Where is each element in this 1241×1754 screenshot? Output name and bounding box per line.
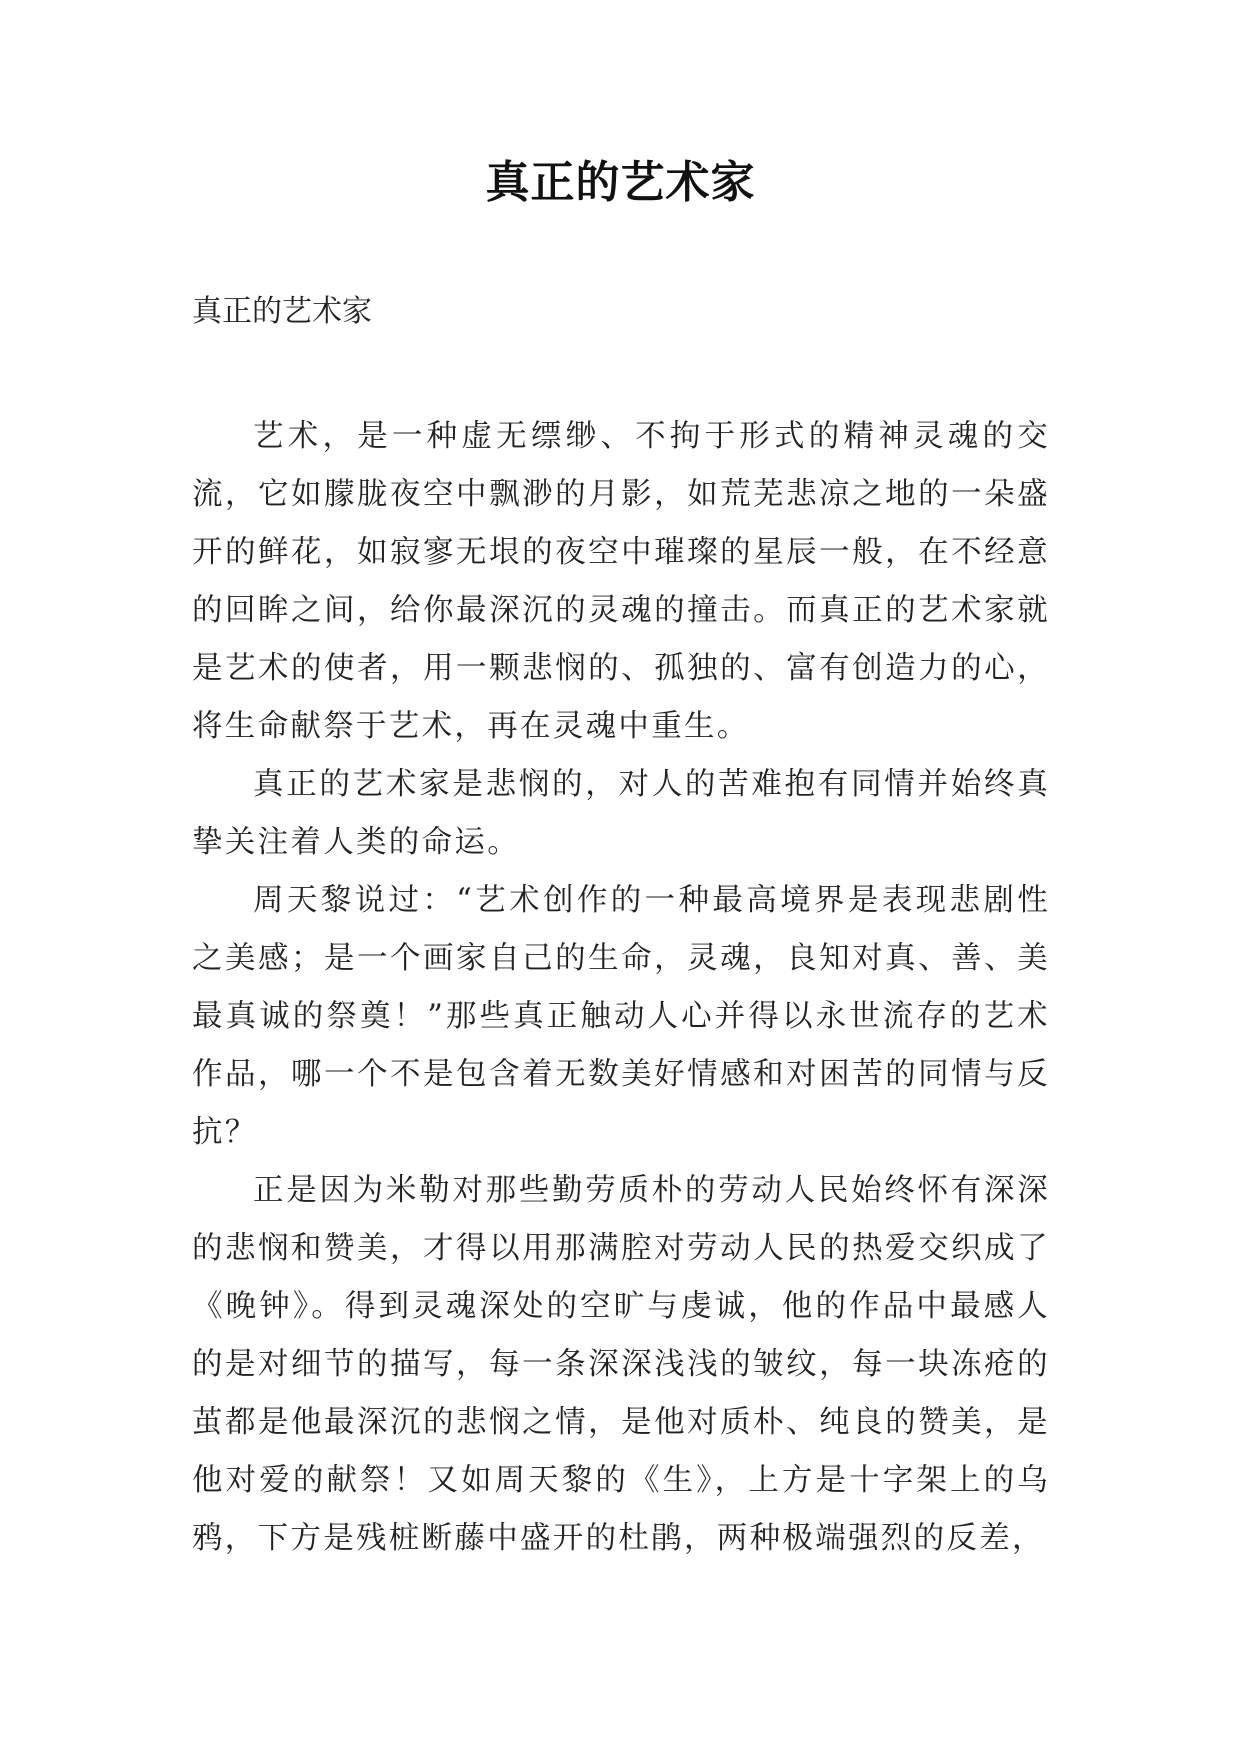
paragraph-3: 周天黎说过：“艺术创作的一种最高境界是表现悲剧性之美感；是一个画家自己的生命，灵魂，良知对真、善、美最真诚的祭奠！”那些真正触动人心并得以永世流存的艺术作品，哪一个不是包含着无数美好情感和对困苦的同情与反抗？: [192, 883, 1050, 1150]
document-body: [192, 408, 1050, 1568]
paragraph-4: 正是因为米勒对那些勤劳质朴的劳动人民始终怀有深深的悲悯和赞美，才得以用那满腔对劳动人民的热爱交织成了《晚钟》。得到灵魂深处的空旷与虔诚，他的作品中最感人的是对细节的描写，每一条深深浅浅的皱纹，每一块冻疮的茧都是他最深沉的悲悯之情，是他对质朴、纯良的赞美，是他对爱的献祭！又如周天黎的《生》，上方是十字架上的乌鸦，下方是残桩断藤中盛开的杜鹃，两种极端强烈的反差，: [192, 1173, 1050, 1556]
document-subtitle: 真正的艺术家: [192, 294, 372, 329]
paragraph-2: 真正的艺术家是悲悯的，对人的苦难抱有同情并始终真挚关注着人类的命运。: [192, 767, 1050, 860]
paragraph-1: 艺术，是一种虚无缥缈、不拘于形式的精神灵魂的交流，它如朦胧夜空中飘渺的月影，如荒芜悲凉之地的一朵盛开的鲜花，如寂寥无垠的夜空中璀璨的星辰一般，在不经意的回眸之间，给你最深沉的灵魂的撞击。而真正的艺术家就是艺术的使者，用一颗悲悯的、孤独的、富有创造力的心，将生命献祭于艺术，再在灵魂中重生。: [192, 419, 1050, 744]
document-title: 真正的艺术家: [485, 157, 756, 208]
